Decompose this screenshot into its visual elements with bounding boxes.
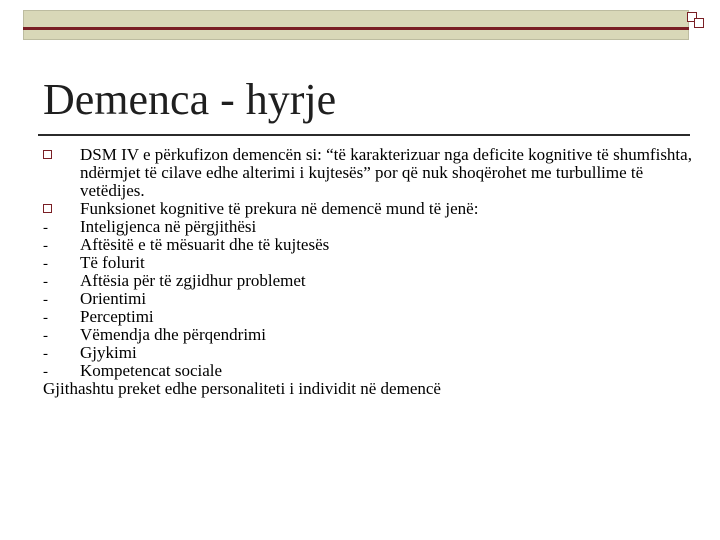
slide-body [43,146,693,398]
body-paragraph [43,380,693,398]
paragraph-text: Gjithashtu preket edhe personaliteti i individit në demencë [43,379,441,398]
bullet-paragraph [43,200,693,218]
square-bullet-icon [43,204,52,213]
list-item [43,272,693,290]
dash-bullet-icon: - [43,220,48,236]
paragraph-text: Aftësia për të zgjidhur problemet [80,271,306,290]
corner-square-icon [694,18,704,28]
dash-bullet-icon: - [43,310,48,326]
dash-bullet-icon: - [43,346,48,362]
header-rule [23,27,689,30]
list-item [43,362,693,380]
paragraph-text: DSM IV e përkufizon demencën si: “të karakterizuar nga deficite kognitive të shumfishta, ndërmjet të cilave edhe alterimi i kujtesës” por që nuk shoqërohet me turbullime të vetëdijes. [80,145,692,200]
bullet-paragraph [43,146,693,200]
list-item [43,326,693,344]
paragraph-text: Aftësitë e të mësuarit dhe të kujtesës [80,235,330,254]
paragraph-text: Kompetencat sociale [80,361,223,380]
paragraph-text: Inteligjenca në përgjithësi [80,217,257,236]
dash-bullet-icon: - [43,274,48,290]
list-item [43,308,693,326]
paragraph-text: Perceptimi [80,307,154,326]
list-item [43,290,693,308]
paragraph-text: Funksionet kognitive të prekura në demencë mund të jenë: [80,199,479,218]
paragraph-text: Gjykimi [80,343,137,362]
paragraph-text: Orientimi [80,289,147,308]
paragraph-text: Të folurit [80,253,145,272]
list-item [43,218,693,236]
dash-bullet-icon: - [43,238,48,254]
header-band [23,10,689,40]
list-item [43,254,693,272]
square-bullet-icon [43,150,52,159]
slide-title: Demenca - hyrje [43,75,337,124]
dash-bullet-icon: - [43,328,48,344]
paragraph-text: Vëmendja dhe përqendrimi [80,325,266,344]
dash-bullet-icon: - [43,364,48,380]
list-item [43,344,693,362]
title-underline [38,134,690,136]
dash-bullet-icon: - [43,292,48,308]
dash-bullet-icon: - [43,256,48,272]
list-item [43,236,693,254]
